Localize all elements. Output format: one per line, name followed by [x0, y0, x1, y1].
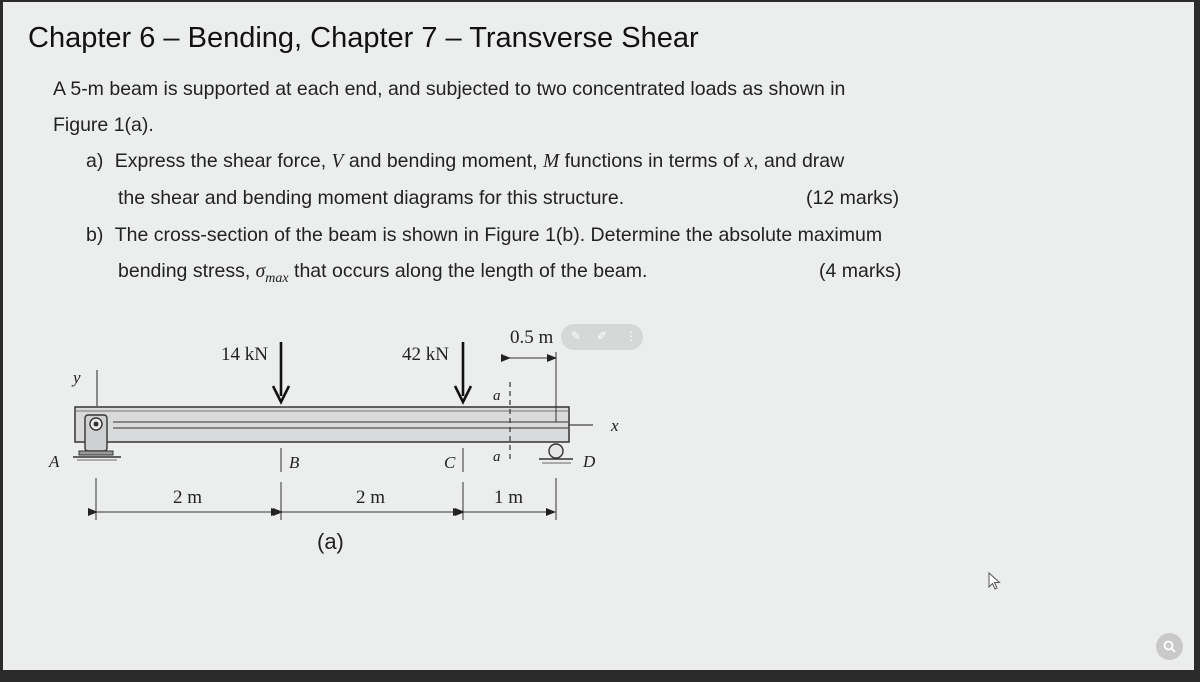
dim-label-cd: 1 m: [494, 487, 524, 508]
var-v: V: [331, 151, 344, 172]
search-icon[interactable]: [1156, 633, 1183, 660]
section-label-top: a: [493, 388, 501, 404]
intro-line-2: Figure 1(a).: [53, 114, 154, 136]
load-label-c: 42 kN: [402, 344, 449, 365]
part-b-text-pre: bending stress,: [118, 260, 256, 282]
dim-label-bc: 2 m: [356, 487, 386, 508]
more-icon[interactable]: ⋮: [625, 329, 637, 343]
slide-canvas: [3, 2, 1194, 670]
part-a-marks: (12 marks): [806, 187, 900, 209]
point-label-d: D: [583, 452, 596, 471]
var-sigma-sub: max: [265, 270, 289, 286]
beam-body: [75, 407, 569, 442]
offset-label: 0.5 m: [510, 327, 554, 348]
part-b-marks: (4 marks): [819, 260, 902, 282]
part-a-label: a): [86, 150, 104, 172]
pin-icon[interactable]: ✎: [571, 329, 582, 343]
edit-icon[interactable]: ✐: [597, 329, 608, 343]
part-a-text-post: functions in terms of: [559, 150, 745, 172]
part-a-text-end: , and draw: [753, 150, 845, 172]
load-label-b: 14 kN: [221, 344, 268, 365]
var-sigma: σ: [255, 261, 266, 282]
dim-label-ab: 2 m: [173, 487, 203, 508]
point-label-b: B: [289, 453, 300, 472]
part-a-line-2: the shear and bending moment diagrams for this structure.: [118, 187, 625, 209]
part-b-label: b): [86, 224, 104, 246]
page-title: Chapter 6 – Bending, Chapter 7 – Transverse Shear: [28, 22, 699, 54]
load-arrow-c: [455, 342, 471, 402]
part-b-text: The cross-section of the beam is shown in Figure 1(b). Determine the absolute maximum: [114, 224, 883, 246]
mouse-cursor-icon: [988, 572, 1002, 590]
load-arrow-b: [273, 342, 289, 402]
roller-support-d: [539, 444, 573, 463]
point-label-a: A: [49, 452, 60, 471]
section-label-bottom: a: [493, 449, 501, 465]
image-toolbar-overlay[interactable]: [561, 324, 643, 350]
var-x: x: [744, 151, 754, 172]
var-m: M: [542, 151, 560, 172]
figure-caption: (a): [317, 529, 344, 554]
x-axis-label: x: [611, 416, 619, 435]
part-a-text-pre: Express the shear force,: [114, 150, 332, 172]
intro-line-1: A 5-m beam is supported at each end, and subjected to two concentrated loads as shown in: [53, 78, 846, 100]
part-a-text-mid: and bending moment,: [343, 150, 543, 172]
point-label-c: C: [444, 453, 456, 472]
part-b-text-post: that occurs along the length of the beam.: [288, 260, 648, 282]
y-axis-label: y: [73, 368, 81, 387]
